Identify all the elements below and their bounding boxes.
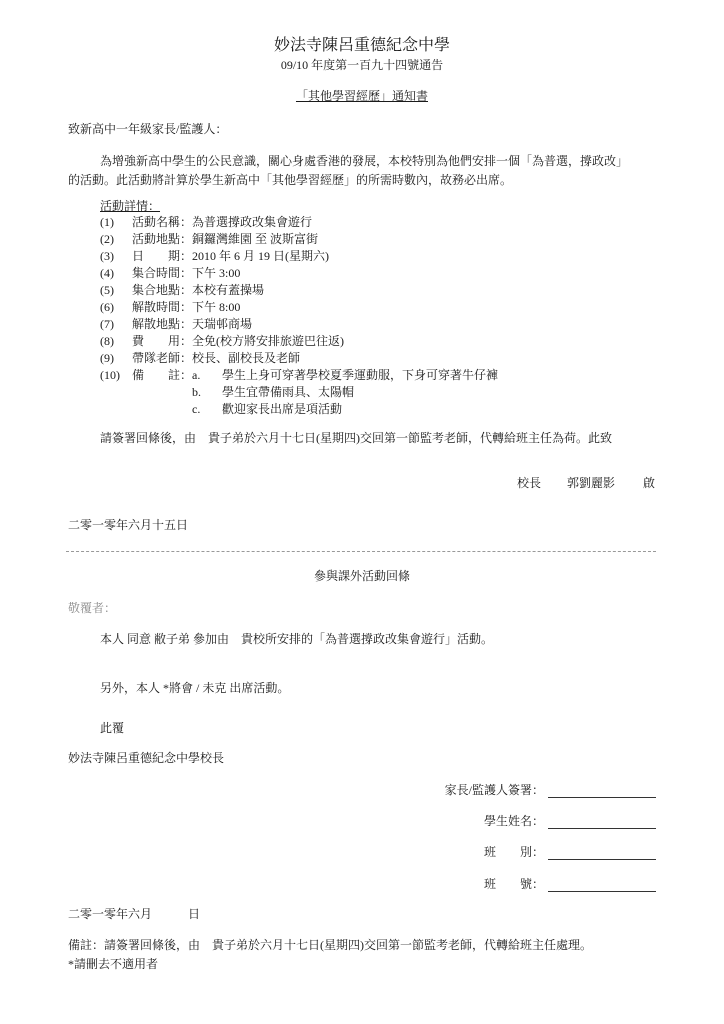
field-blank[interactable] — [548, 879, 656, 892]
addressee: 妙法寺陳呂重德紀念中學校長 — [68, 751, 225, 765]
field-label: 班 號： — [483, 877, 544, 891]
intro-line-1: 為增強新高中學生的公民意識，關心身處香港的發展，本校特別為他們安排一個「為普選，撐政改」 — [100, 154, 629, 168]
student-name-field[interactable] — [484, 812, 656, 829]
detail-label: 帶隊老師 — [132, 351, 181, 365]
detail-number: (6) — [100, 300, 114, 314]
detail-item — [100, 333, 344, 349]
detail-colon: ： — [180, 232, 193, 246]
remark-item — [192, 384, 354, 400]
reply-date: 二零一零年六月 日 — [68, 907, 201, 921]
signoff-name: 郭劉麗影 — [567, 476, 616, 490]
notice-title: 「其他學習經歷」通知書 — [295, 89, 428, 103]
detail-label: 解散時間 — [132, 300, 181, 314]
detail-colon: ： — [180, 351, 193, 365]
remark-key: a. — [192, 368, 201, 382]
consent-text: 本人 同意 敝子弟 參加由 貴校所安排的「為普選撐政改集會遊行」活動。 — [100, 632, 494, 646]
detail-value: 校長、副校長及老師 — [192, 351, 301, 365]
detail-number: (7) — [100, 317, 114, 331]
detail-number: (4) — [100, 266, 114, 280]
field-label: 家長/監護人簽署： — [444, 783, 544, 797]
detail-label: 備註 — [132, 368, 180, 382]
detail-label: 集合地點 — [132, 283, 181, 297]
detail-value: 2010 年 6 月 19 日(星期六) — [192, 249, 330, 263]
detail-item — [100, 265, 240, 281]
detail-colon: ： — [180, 215, 193, 229]
detail-colon: ： — [180, 317, 193, 331]
detail-value: 為普選撐政改集會遊行 — [192, 215, 313, 229]
detail-colon: ： — [180, 368, 193, 382]
remark-key: c. — [192, 402, 201, 416]
detail-value: 天瑞邨商場 — [192, 317, 253, 331]
detail-label: 集合時間 — [132, 266, 181, 280]
detail-item — [100, 316, 252, 332]
detail-label: 費用 — [132, 334, 180, 348]
remark-text: 歡迎家長出席是項活動 — [222, 402, 343, 416]
remark-text: 學生宜帶備雨具、太陽帽 — [222, 385, 355, 399]
detail-item — [100, 367, 498, 383]
detail-label: 活動名稱 — [132, 215, 181, 229]
notice-date: 二零一零年六月十五日 — [68, 518, 189, 532]
detail-number: (9) — [100, 351, 114, 365]
school-name: 妙法寺陳呂重德紀念中學 — [273, 37, 450, 54]
detail-value: 銅鑼灣維園 至 波斯富街 — [192, 232, 319, 246]
signoff-title: 校長 — [517, 476, 542, 490]
salutation: 致新高中一年級家長/監護人： — [68, 122, 228, 136]
class-number-field[interactable] — [484, 875, 656, 892]
detail-item — [100, 350, 300, 366]
notice-number: 09/10 年度第一百九十四號通告 — [280, 58, 444, 72]
field-blank[interactable] — [548, 785, 656, 798]
field-blank[interactable] — [548, 847, 656, 860]
detail-colon: ： — [180, 283, 193, 297]
class-field[interactable] — [484, 843, 656, 860]
detail-label: 日期 — [132, 249, 180, 263]
detail-value: 本校有蓋操場 — [192, 283, 265, 297]
detail-item — [100, 299, 240, 315]
remark-key: b. — [192, 385, 201, 399]
detail-number: (2) — [100, 232, 114, 246]
signoff-word: 啟 — [643, 476, 656, 490]
detail-number: (8) — [100, 334, 114, 348]
details-heading: 活動詳情： — [100, 199, 161, 213]
detail-item — [100, 231, 318, 247]
detail-value: 全免(校方將安排旅遊巴往返) — [192, 334, 345, 348]
detail-colon: ： — [180, 249, 193, 263]
detail-label: 活動地點 — [132, 232, 181, 246]
detail-label: 解散地點 — [132, 317, 181, 331]
field-label: 班 別： — [483, 845, 544, 859]
detail-colon: ： — [180, 266, 193, 280]
detail-item — [100, 214, 312, 230]
detail-item — [100, 282, 264, 298]
attendance-text: 另外，本人 *將會 / 未克 出席活動。 — [100, 681, 290, 695]
detail-number: (10) — [100, 368, 120, 382]
parent-signature-field[interactable] — [445, 781, 656, 798]
reply-note: 備註：請簽署回條後，由 貴子弟於六月十七日(星期四)交回第一節監考老師，代轉給班主任處理。 — [68, 938, 592, 952]
detail-number: (3) — [100, 249, 114, 263]
footnote: *請刪去不適用者 — [68, 957, 159, 971]
detail-colon: ： — [180, 300, 193, 314]
detail-number: (1) — [100, 215, 114, 229]
remark-item — [192, 401, 342, 417]
remark-text: 學生上身可穿著學校夏季運動服，下身可穿著牛仔褲 — [222, 368, 499, 382]
detail-colon: ： — [180, 334, 193, 348]
closing-text: 請簽署回條後，由 貴子弟於六月十七日(星期四)交回第一節監考老師，代轉給班主任為荷。此致 — [100, 431, 612, 445]
field-blank[interactable] — [548, 816, 656, 829]
reply-word: 此覆 — [100, 721, 125, 735]
intro-line-2: 的活動。此活動將計算於學生新高中「其他學習經歷」的所需時數內，故務必出席。 — [68, 173, 513, 187]
reply-title: 參與課外活動回條 — [313, 569, 410, 583]
cut-line-divider — [66, 551, 656, 552]
field-label: 學生姓名： — [483, 814, 544, 828]
detail-value: 下午 3:00 — [192, 266, 241, 280]
reply-greeting: 敬覆者： — [68, 601, 117, 615]
detail-item — [100, 248, 329, 264]
detail-number: (5) — [100, 283, 114, 297]
detail-value: 下午 8:00 — [192, 300, 241, 314]
